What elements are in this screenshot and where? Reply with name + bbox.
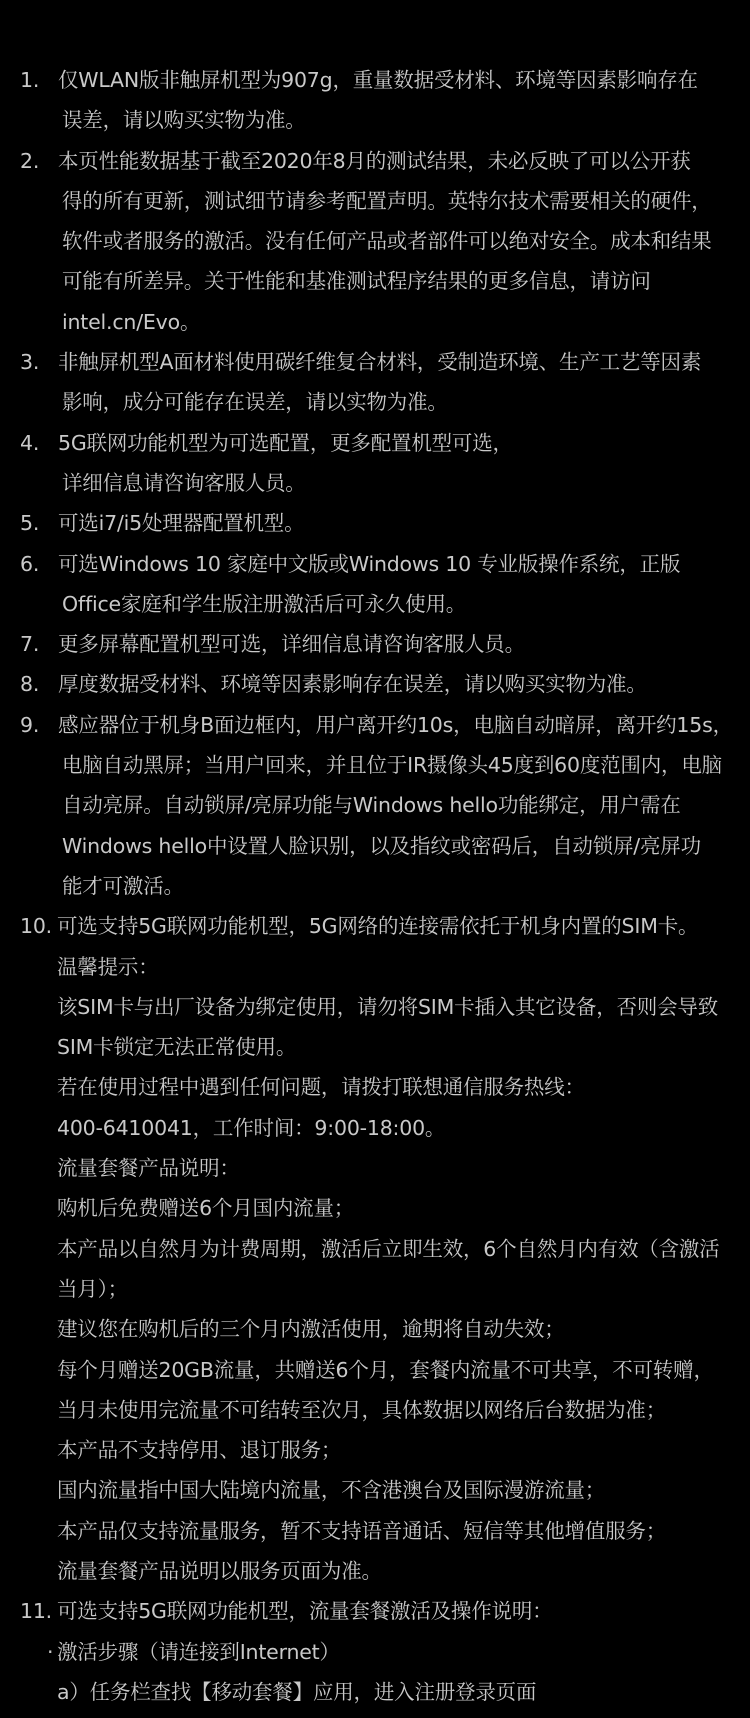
- note-3-line-2: [0, 382, 750, 422]
- note-9-line-3: [0, 785, 750, 825]
- note-text: 误差，请以购买实物为准。: [62, 108, 306, 133]
- note-3-line-1: [0, 342, 750, 382]
- note-10-line-6: [0, 1108, 750, 1148]
- note-10-line-7: [0, 1148, 750, 1188]
- note-text: 感应器位于机身B面边框内，用户离开约10s，电脑自动暗屏，离开约15s，: [58, 712, 733, 737]
- note-text: 5G联网功能机型为可选配置，更多配置机型可选，: [58, 430, 513, 455]
- note-10-line-16: [0, 1511, 750, 1551]
- note-text: 仅WLAN版非触屏机型为907g，重量数据受材料、环境等因素影响存在: [58, 68, 698, 92]
- note-number: 7.: [20, 632, 40, 657]
- note-10-line-15: [0, 1470, 750, 1510]
- note-text: 自动亮屏。自动锁屏/亮屏功能与Windows hello功能绑定，用户需在: [62, 793, 681, 818]
- note-text: 本页性能数据基于截至2020年8月的测试结果，未必反映了可以公开获: [58, 148, 691, 173]
- note-10-line-5: [0, 1067, 750, 1107]
- note-10-line-1: [0, 906, 750, 946]
- note-5-line-1: [0, 503, 750, 543]
- note-10-line-11: [0, 1309, 750, 1349]
- note-11-line-2: [0, 1632, 750, 1672]
- note-number: 3.: [20, 350, 40, 375]
- note-11-line-1: [0, 1591, 750, 1631]
- note-10-line-9: [0, 1229, 750, 1269]
- note-10-line-17: [0, 1551, 750, 1591]
- note-4-line-2: [0, 463, 750, 503]
- note-number: 1.: [20, 68, 40, 92]
- note-text: 可选支持5G联网功能机型，5G网络的连接需依托于机身内置的SIM卡。: [57, 914, 699, 939]
- note-6-line-1: [0, 544, 750, 584]
- note-10-line-8: [0, 1188, 750, 1228]
- note-2-line-1: [0, 141, 750, 181]
- note-8-line-1: [0, 664, 750, 704]
- note-10-line-4: [0, 1027, 750, 1067]
- note-9-line-2: [0, 745, 750, 785]
- bullet-dot: ·: [47, 1639, 54, 1664]
- note-number: 4.: [20, 430, 40, 455]
- note-6-line-2: [0, 584, 750, 624]
- note-text: 影响，成分可能存在误差，请以实物为准。: [62, 390, 448, 415]
- note-number: 5.: [20, 511, 40, 536]
- note-11-line-3: [0, 1672, 750, 1712]
- note-text: 可选Windows 10 家庭中文版或Windows 10 专业版操作系统，正版: [58, 551, 681, 576]
- note-10-line-14: [0, 1430, 750, 1470]
- note-text: 得的所有更新，测试细节请参考配置声明。英特尔技术需要相关的硬件，: [62, 188, 712, 213]
- intel-link-text: intel.cn/Evo。: [62, 309, 201, 334]
- note-text: 非触屏机型A面材料使用碳纤维复合材料，受制造环境、生产工艺等因素: [58, 350, 702, 375]
- note-9-line-4: [0, 826, 750, 866]
- note-text: 本产品仅支持流量服务，暂不支持语音通话、短信等其他增值服务；: [57, 1518, 666, 1543]
- note-text: Office家庭和学生版注册激活后可永久使用。: [62, 591, 467, 616]
- note-text: 国内流量指中国大陆境内流量，不含港澳台及国际漫游流量；: [57, 1478, 606, 1503]
- note-text: 可选i7/i5处理器配置机型。: [58, 511, 305, 536]
- note-10-line-3: [0, 987, 750, 1027]
- hotline-text: 400-6410041，工作时间：9:00-18:00。: [57, 1115, 446, 1140]
- note-number: 9.: [20, 712, 40, 737]
- note-2-line-4: [0, 261, 750, 301]
- warm-tip-heading: 温馨提示：: [57, 954, 159, 979]
- note-text: 详细信息请咨询客服人员。: [62, 470, 306, 495]
- note-4-line-1: [0, 423, 750, 463]
- activation-steps-heading: 激活步骤（请连接到Internet）: [57, 1639, 340, 1664]
- note-text: 当月）；: [57, 1276, 128, 1301]
- note-1-line-1: [0, 60, 750, 100]
- note-2-line-5: [0, 302, 750, 342]
- note-10-line-13: [0, 1390, 750, 1430]
- note-text: Windows hello中设置人脸识别，以及指纹或密码后，自动锁屏/亮屏功: [62, 833, 701, 858]
- note-text: 能才可激活。: [62, 873, 184, 898]
- note-2-line-2: [0, 181, 750, 221]
- note-text: 可能有所差异。关于性能和基准测试程序结果的更多信息，请访问: [62, 269, 651, 294]
- note-text: 该SIM卡与出厂设备为绑定使用，请勿将SIM卡插入其它设备，否则会导致: [57, 994, 718, 1019]
- note-text: 本产品不支持停用、退订服务；: [57, 1438, 342, 1463]
- note-1-line-2: [0, 100, 750, 140]
- note-text: 可选支持5G联网功能机型，流量套餐激活及操作说明：: [57, 1599, 553, 1624]
- note-number: 8.: [20, 672, 40, 697]
- plan-heading: 流量套餐产品说明：: [57, 1156, 240, 1181]
- note-9-line-5: [0, 866, 750, 906]
- note-text: 当月未使用完流量不可结转至次月，具体数据以网络后台数据为准；: [57, 1397, 666, 1422]
- note-text: 每个月赠送20GB流量，共赠送6个月，套餐内流量不可共享，不可转赠，: [57, 1357, 714, 1382]
- note-text: 电脑自动黑屏；当用户回来，并且位于IR摄像头45度到60度范围内，电脑: [62, 753, 722, 778]
- note-2-line-3: [0, 221, 750, 261]
- note-text: 软件或者服务的激活。没有任何产品或者部件可以绝对安全。成本和结果: [62, 229, 712, 254]
- note-7-line-1: [0, 624, 750, 664]
- note-text: 更多屏幕配置机型可选，详细信息请咨询客服人员。: [58, 632, 525, 657]
- note-text: 厚度数据受材料、环境等因素影响存在误差，请以购买实物为准。: [58, 672, 647, 697]
- note-number: 11.: [20, 1599, 53, 1624]
- note-text: 建议您在购机后的三个月内激活使用，逾期将自动失效；: [57, 1317, 565, 1342]
- note-number: 2.: [20, 148, 40, 173]
- note-number: 10.: [20, 914, 53, 939]
- note-text: SIM卡锁定无法正常使用。: [57, 1035, 297, 1060]
- note-text: 流量套餐产品说明以服务页面为准。: [57, 1558, 382, 1583]
- note-text: 若在使用过程中遇到任何问题，请拨打联想通信服务热线：: [57, 1075, 585, 1100]
- note-text: 购机后免费赠送6个月国内流量；: [57, 1196, 355, 1221]
- note-10-line-12: [0, 1350, 750, 1390]
- note-9-line-1: [0, 705, 750, 745]
- note-10-line-2: [0, 947, 750, 987]
- step-a-text: a）任务栏查找【移动套餐】应用，进入注册登录页面: [57, 1679, 537, 1704]
- note-10-line-10: [0, 1269, 750, 1309]
- note-number: 6.: [20, 551, 40, 576]
- note-text: 本产品以自然月为计费周期，激活后立即生效，6个自然月内有效（含激活: [57, 1236, 720, 1261]
